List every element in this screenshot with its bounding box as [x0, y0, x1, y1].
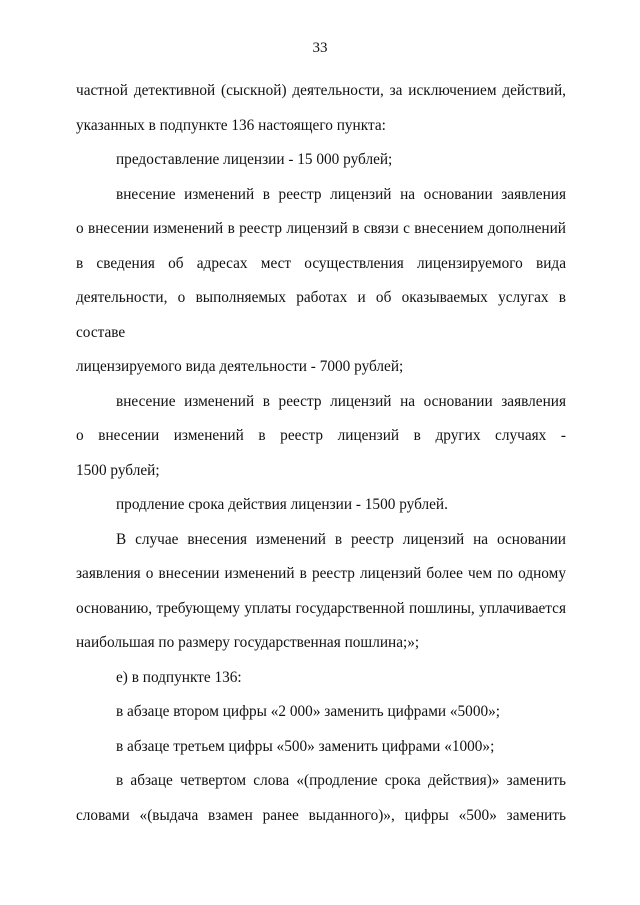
text-line: внесение изменений в реестр лицензий на основании заявления	[116, 185, 566, 203]
text-line: деятельности, о выполняемых работах и об оказываемых услугах в составе	[76, 289, 566, 341]
page-number: 33	[312, 40, 328, 56]
text-line: о внесении изменений в реестр лицензий в других случаях -	[76, 427, 566, 444]
paragraph-activity-continuation	[76, 74, 566, 143]
document-body	[76, 74, 566, 833]
text-line: е) в подпункте 136:	[116, 668, 242, 686]
paragraph-amend-second-clause	[76, 695, 566, 730]
paragraph-license-grant-fee	[76, 143, 566, 178]
paragraph-registry-change-other-fee	[76, 385, 566, 489]
text-line: частной детективной (сыскной) деятельности, за исключением действий,	[76, 82, 566, 99]
paragraph-registry-change-addresses-fee	[76, 178, 566, 385]
paragraph-multiple-grounds-rule	[76, 523, 566, 661]
paragraph-license-extension-fee	[76, 488, 566, 523]
text-line: лицензируемого вида деятельности - 7000 рублей;	[76, 358, 404, 375]
text-line: в сведения об адресах мест осуществления лицензируемого вида	[76, 254, 566, 272]
text-line: о внесении изменений в реестр лицензий в связи с внесением дополнений	[76, 220, 566, 237]
text-line: в абзаце втором цифры «2 000» заменить цифрами «5000»;	[116, 703, 501, 720]
text-line: продление срока действия лицензии - 1500 рублей.	[116, 496, 448, 513]
text-line: внесение изменений в реестр лицензий на основании заявления	[116, 392, 566, 410]
paragraph-subclause-e	[76, 661, 566, 696]
text-line: в абзаце третьем цифры «500» заменить цифрами «1000»;	[116, 737, 495, 755]
text-line: словами «(выдача взамен ранее выданного)», цифры «500» заменить	[76, 806, 566, 824]
text-line: в абзаце четвертом слова «(продление срока действия)» заменить	[116, 772, 566, 789]
text-line: предоставление лицензии - 15 000 рублей;	[116, 151, 393, 168]
text-line: наибольшая по размеру государственная пошлина;»;	[76, 634, 420, 651]
text-line: основанию, требующему уплаты государственной пошлины, уплачивается	[76, 599, 566, 617]
paragraph-amend-fourth-clause	[76, 764, 566, 833]
text-line: В случае внесения изменений в реестр лицензий на основании	[116, 530, 566, 548]
paragraph-amend-third-clause	[76, 730, 566, 765]
text-line: заявления о внесении изменений в реестр лицензий более чем по одному	[76, 565, 566, 582]
text-line: указанных в подпункте 136 настоящего пункта:	[76, 116, 386, 134]
text-line: 1500 рублей;	[76, 461, 160, 479]
